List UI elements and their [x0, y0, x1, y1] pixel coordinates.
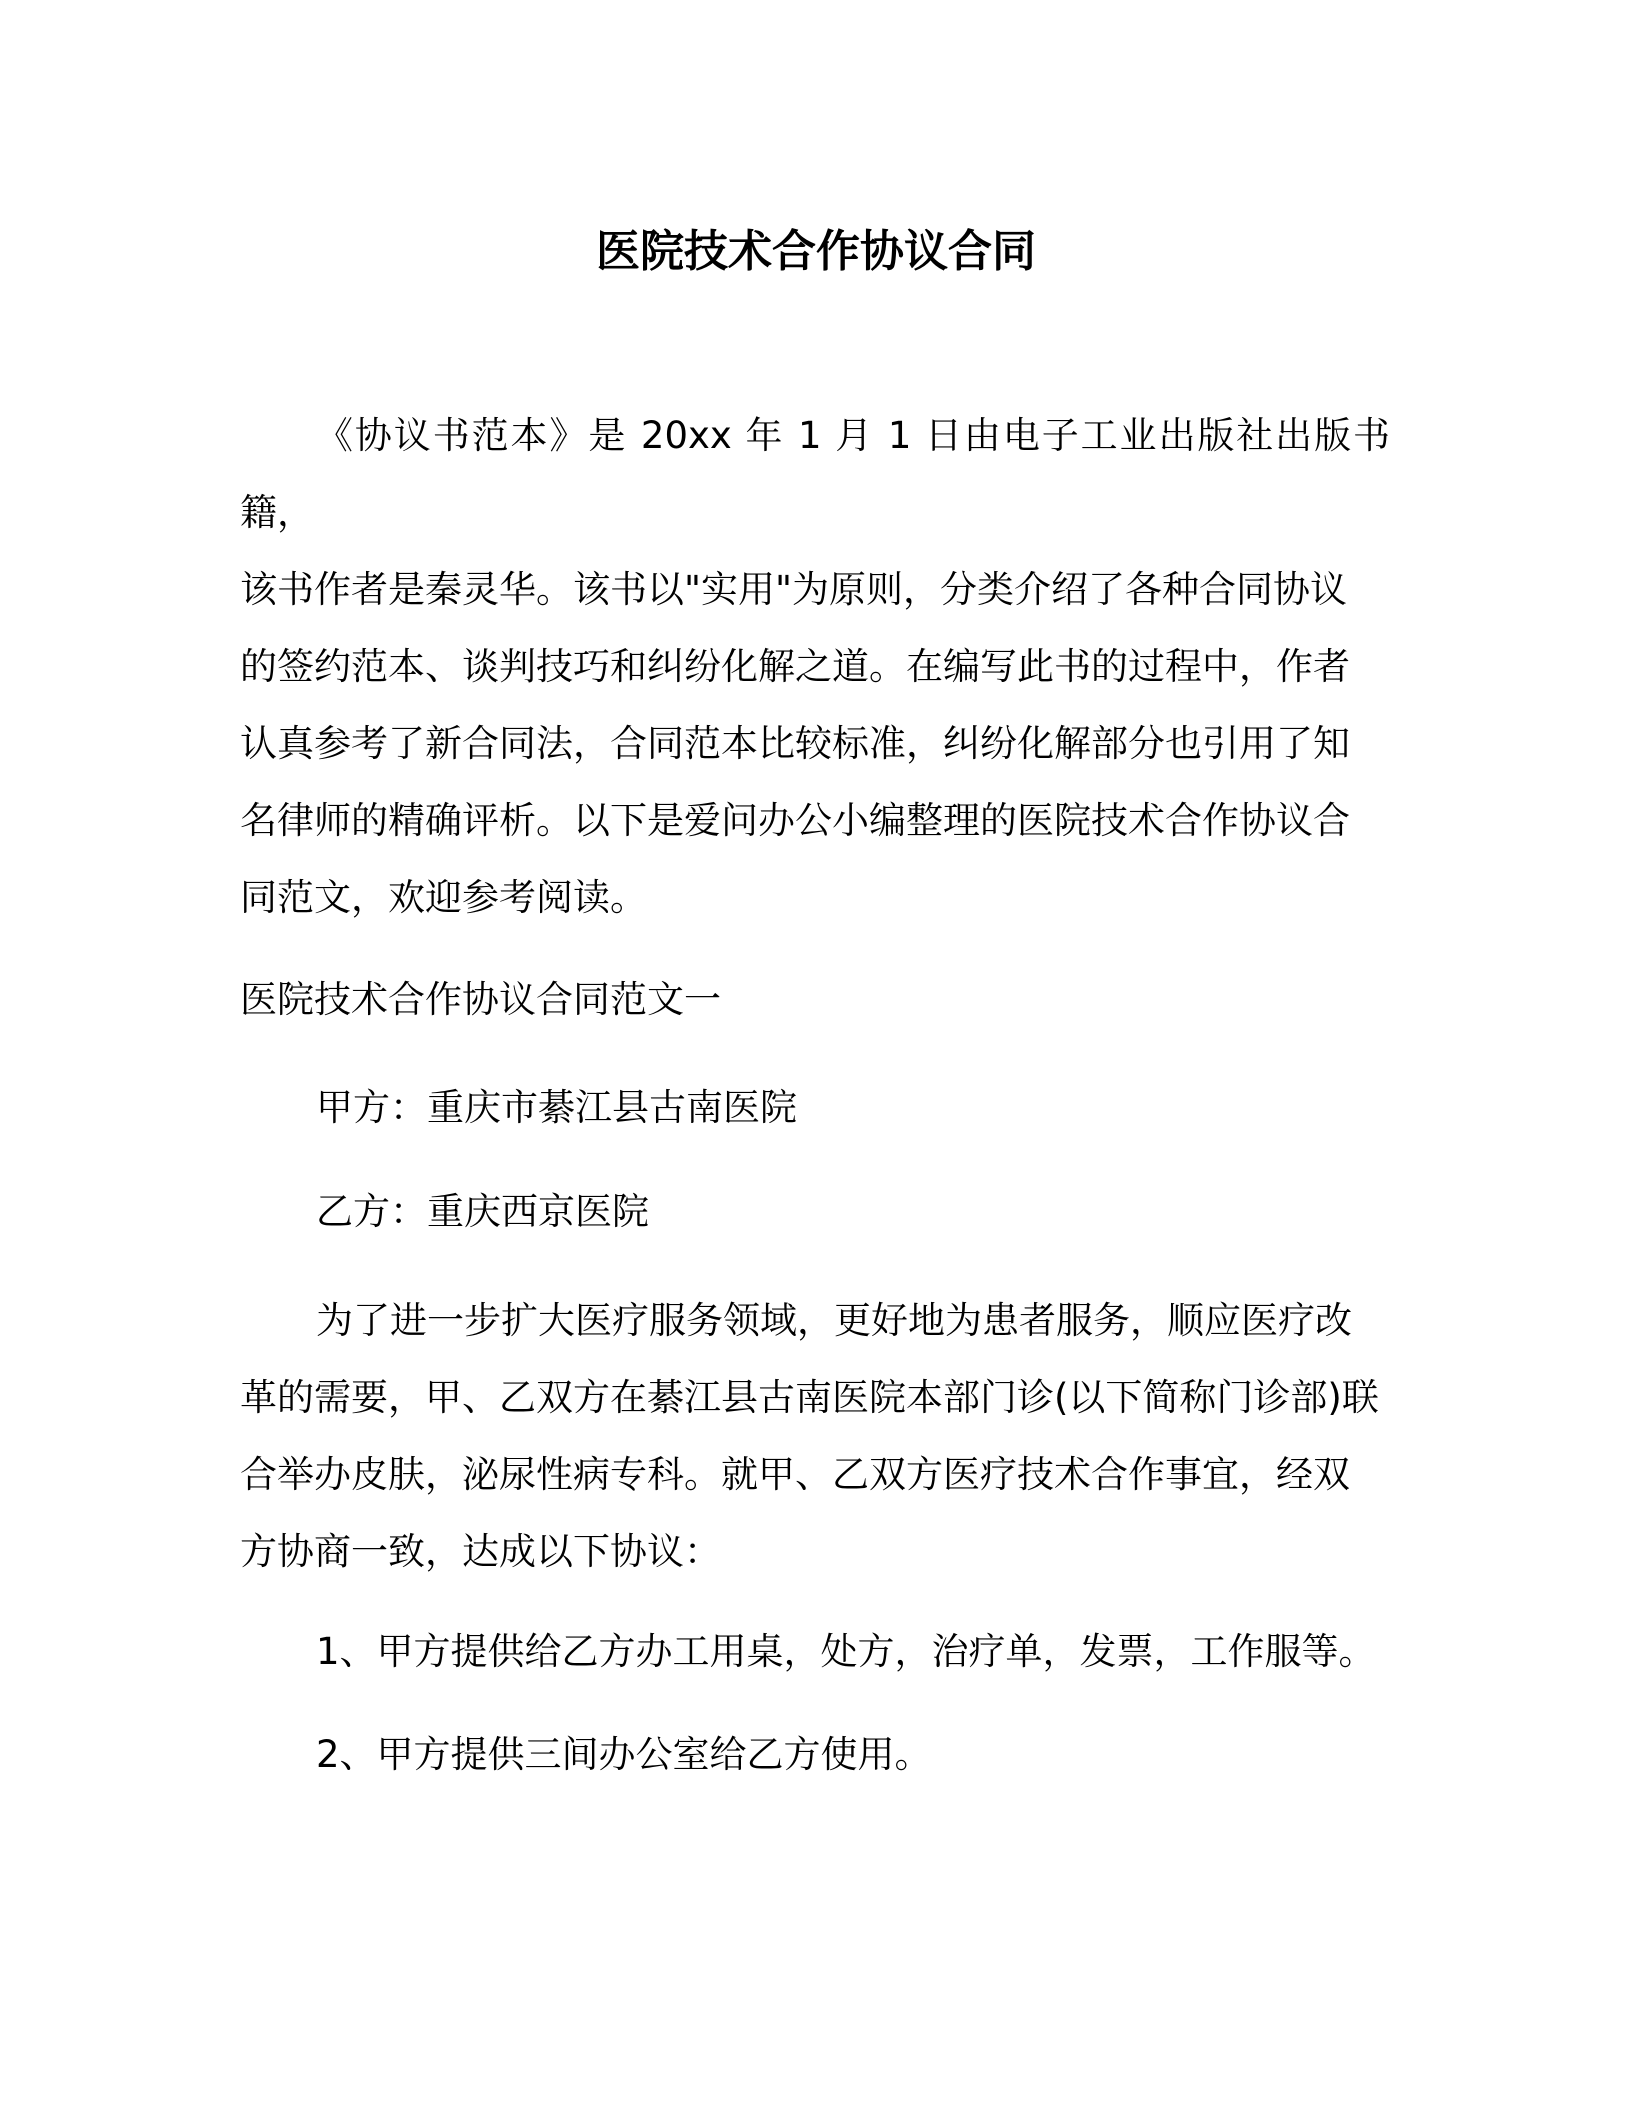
section-heading: 医院技术合作协议合同范文一 [240, 978, 721, 1021]
document-title: 医院技术合作协议合同 [596, 226, 1036, 277]
intro-paragraph: 《协议书范本》是 20xx 年 1 月 1 日由电子工业出版社出版书籍， 该书作者是秦灵华。该书以"实用"为原则，分类介绍了各种合同协议 的签约范本、谈判技巧和纠纷化解之道。在编写此书的过程中，作者 认真参考了新合同法，合同范本比较标准，纠纷化解部分也引用了知 名律师的精确评析。以下是爱问办公小编整理的医院技术合作协议合 同范文，欢迎参考阅读。 [240, 414, 1390, 919]
clause-item-2: 2、甲方提供三间办公室给乙方使用。 [316, 1733, 932, 1776]
party-a-line: 甲方：重庆市綦江县古南医院 [316, 1086, 797, 1129]
agreement-preamble-paragraph: 为了进一步扩大医疗服务领域，更好地为患者服务，顺应医疗改 革的需要，甲、乙双方在綦江县古南医院本部门诊(以下简称门诊部)联 合举办皮肤，泌尿性病专科。就甲、乙双方医疗技术合作事宜，经双 方协商一致，达成以下协议： [240, 1299, 1379, 1573]
party-b-line: 乙方：重庆西京医院 [316, 1190, 649, 1233]
clause-item-1: 1、甲方提供给乙方办工用桌，处方，治疗单，发票，工作服等。 [316, 1630, 1376, 1673]
